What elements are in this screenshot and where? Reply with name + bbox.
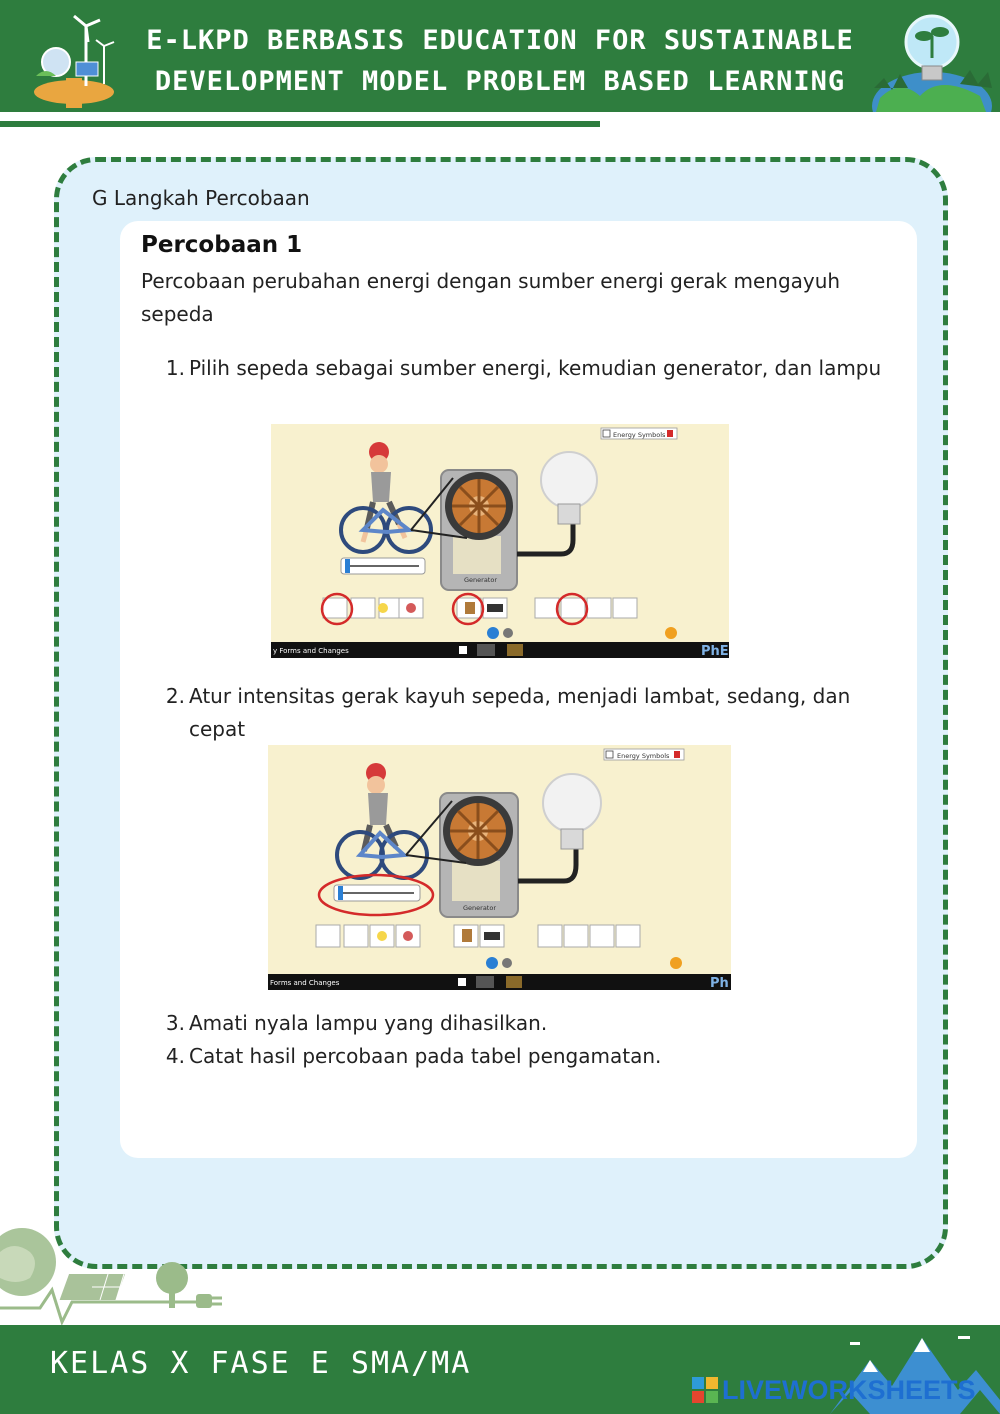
energy-symbols-label: Energy Symbols	[617, 752, 670, 760]
generator-label: Generator	[463, 904, 497, 912]
step-text: Catat hasil percobaan pada tabel pengamatan.	[189, 1044, 662, 1068]
document-title	[120, 20, 880, 102]
phet-simulation-screenshot-2	[268, 745, 731, 990]
step-number: 2.	[165, 684, 185, 708]
earth-bulb-icon	[870, 8, 994, 112]
title-line-2: DEVELOPMENT MODEL PROBLEM BASED LEARNING	[154, 66, 846, 97]
section-heading: G Langkah Percobaan	[92, 186, 310, 210]
step-4	[163, 1040, 893, 1073]
step-text: Pilih sepeda sebagai sumber energi, kemudian generator, dan lampu	[189, 356, 882, 380]
sim-title-bar-text: Forms and Changes	[270, 979, 340, 987]
step-number: 3.	[165, 1011, 185, 1035]
sim-title-bar-text: y Forms and Changes	[273, 647, 349, 655]
header-underline	[0, 121, 600, 127]
phet-simulation-screenshot-1	[271, 424, 729, 658]
class-phase-label: KELAS X FASE E SMA/MA	[50, 1346, 472, 1381]
step-2	[163, 680, 893, 746]
experiment-description: Percobaan perubahan energi dengan sumber energi gerak mengayuh sepeda	[141, 269, 841, 326]
phet-logo-text: PhE	[701, 644, 729, 658]
generator-label: Generator	[464, 576, 498, 584]
eco-decoration-icon	[0, 1222, 230, 1328]
sustainability-hands-icon	[26, 6, 122, 110]
phet-logo-text: Ph	[710, 976, 729, 990]
title-line-1: E-LKPD BERBASIS EDUCATION FOR SUSTAINABLE	[146, 25, 854, 56]
step-number: 4.	[165, 1044, 185, 1068]
step-text: Amati nyala lampu yang dihasilkan.	[189, 1011, 548, 1035]
liveworksheets-watermark: LIVEWORKSHEETS	[722, 1375, 976, 1405]
step-1	[163, 352, 893, 418]
step-3	[163, 1007, 893, 1040]
step-number: 1.	[165, 356, 185, 380]
experiment-title: Percobaan 1	[141, 232, 303, 258]
energy-symbols-label: Energy Symbols	[613, 431, 666, 439]
simulation-illustration	[268, 745, 731, 990]
liveworksheets-logo-icon	[692, 1377, 718, 1403]
simulation-illustration	[271, 424, 729, 658]
step-text: Atur intensitas gerak kayuh sepeda, menjadi lambat, sedang, dan cepat	[189, 684, 851, 741]
